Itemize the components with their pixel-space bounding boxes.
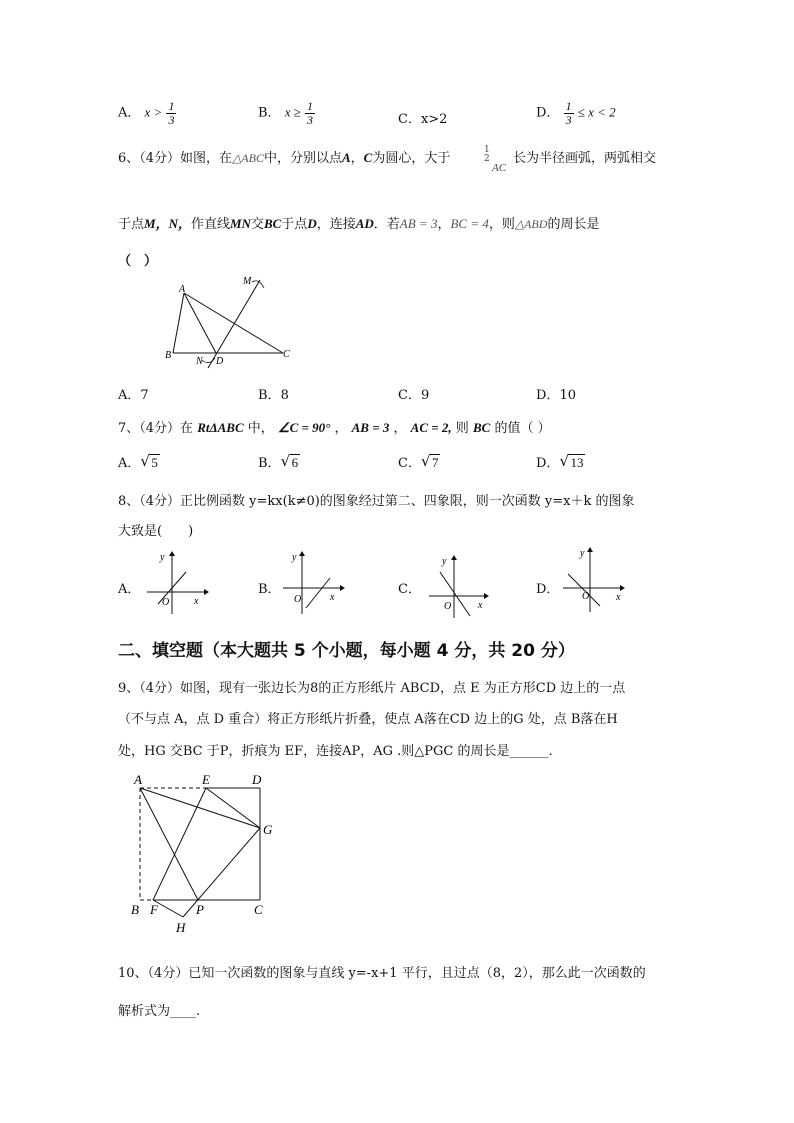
svg-text:O: O [162,597,170,608]
q9-line1: 9、（4分）如图，现有一张边长为8的正方形纸片 ABCD，点 E 为正方形CD 边上的一点 [118,681,626,696]
q7-option-b: B． √ 6 [258,452,299,471]
q7-stem: 7、（4分）在 RtΔABC 中， ∠C = 90° ， AB = 3 ， AC = 2, 则 BC 的值（ ） [118,420,551,436]
q9-line2: （不与点 A，点 D 重合）将正方形纸片折叠，使点 A落在CD 边上的G 处，点 B落在H [118,712,618,727]
q6-line2: 于点M，N，作直线MN交BC于点D，连接AD．若AB = 3，BC = 4，则△ABD的周长是 [118,216,600,232]
q10-line1: 10、（4分）已知一次函数的图象与直线 y=-x+1 平行，且过点（8，2），那么此一次函数的 [118,966,646,981]
svg-text:B: B [131,902,139,917]
q5-option-a: A． x > $\frac{1}{3}$ [118,99,175,127]
q6-option-b: B．8 [258,388,289,403]
svg-text:D: D [252,772,262,787]
svg-text:C: C [254,902,263,917]
q6-fig-label-m: M [243,276,252,287]
q8-option-c-label: C． [398,582,421,597]
svg-text:E: E [202,772,210,787]
q6-half-ac: 1 2 [484,145,490,164]
svg-text:y: y [442,556,447,567]
svg-text:y: y [292,552,297,563]
q8-option-c-graph [424,552,494,622]
q6-option-c: C．9 [398,388,430,403]
q6-figure [165,270,305,380]
q6-option-a: A．7 [118,388,149,403]
svg-text:x: x [478,600,483,611]
q6-fig-label-b: B [165,350,172,361]
svg-text:O: O [582,591,590,602]
svg-text:y: y [160,552,165,563]
svg-text:x: x [194,596,199,607]
q8-option-b-graph [278,548,348,618]
svg-text:G: G [263,822,273,837]
q10-line2: 解析式为____. [118,1004,201,1019]
q8-option-a-graph [142,548,212,618]
q6-answer-paren: （ ） [118,254,158,269]
q8-option-a-label: A． [118,582,141,597]
q6-line1-end: 长为半径画弧，两弧相交 [513,151,657,166]
q6-fig-label-a: A [179,284,186,295]
q7-option-a: A． √ 5 [118,452,158,471]
q6-option-d: D．10 [536,388,576,403]
q6-fig-label-c: C [283,349,290,360]
svg-text:H: H [176,920,186,935]
q6-fig-label-d: D [216,356,224,367]
q5-option-b: B． x ≥ $\frac{1}{3}$ [258,99,313,127]
q7-option-d: D． √ 13 [536,452,584,471]
q7-option-c: C． √ 7 [398,452,439,471]
q9-line3: 处，HG 交BC 于P，折痕为 EF，连接AP，AG .则△PGC 的周长是______. [118,744,553,759]
q9-figure [128,772,283,937]
svg-text:x: x [330,592,335,603]
section-heading-fill-in: 二、填空题（本大题共 5 个小题，每小题 4 分，共 20 分） [118,641,575,661]
q8-option-b-label: B． [258,582,281,597]
svg-text:A: A [134,772,142,787]
svg-text:O: O [294,594,302,605]
q5-option-d: D． $\frac{1}{3}$ ≤ x < 2 [536,99,616,127]
svg-text:x: x [616,592,621,603]
svg-text:P: P [196,902,204,917]
svg-text:O: O [444,601,452,612]
q8-line2: 大致是( ) [118,524,194,539]
svg-text:y: y [580,548,585,559]
q6-line1: 6、（4分）如图，在△ABC中，分别以点A，C为圆心，大于 [118,150,451,166]
q5-option-c: C．x>2 [398,112,448,127]
q6-fig-label-n: N [196,356,203,367]
q8-line1: 8、（4分）正比例函数 y=kx(k≠0)的图象经过第二、四象限，则一次函数 y=x＋k 的图象 [118,494,635,509]
svg-text:F: F [150,902,158,917]
q8-option-d-label: D． [536,582,560,597]
q6-ac-label: AC [492,162,507,174]
q8-option-d-graph [558,544,630,616]
